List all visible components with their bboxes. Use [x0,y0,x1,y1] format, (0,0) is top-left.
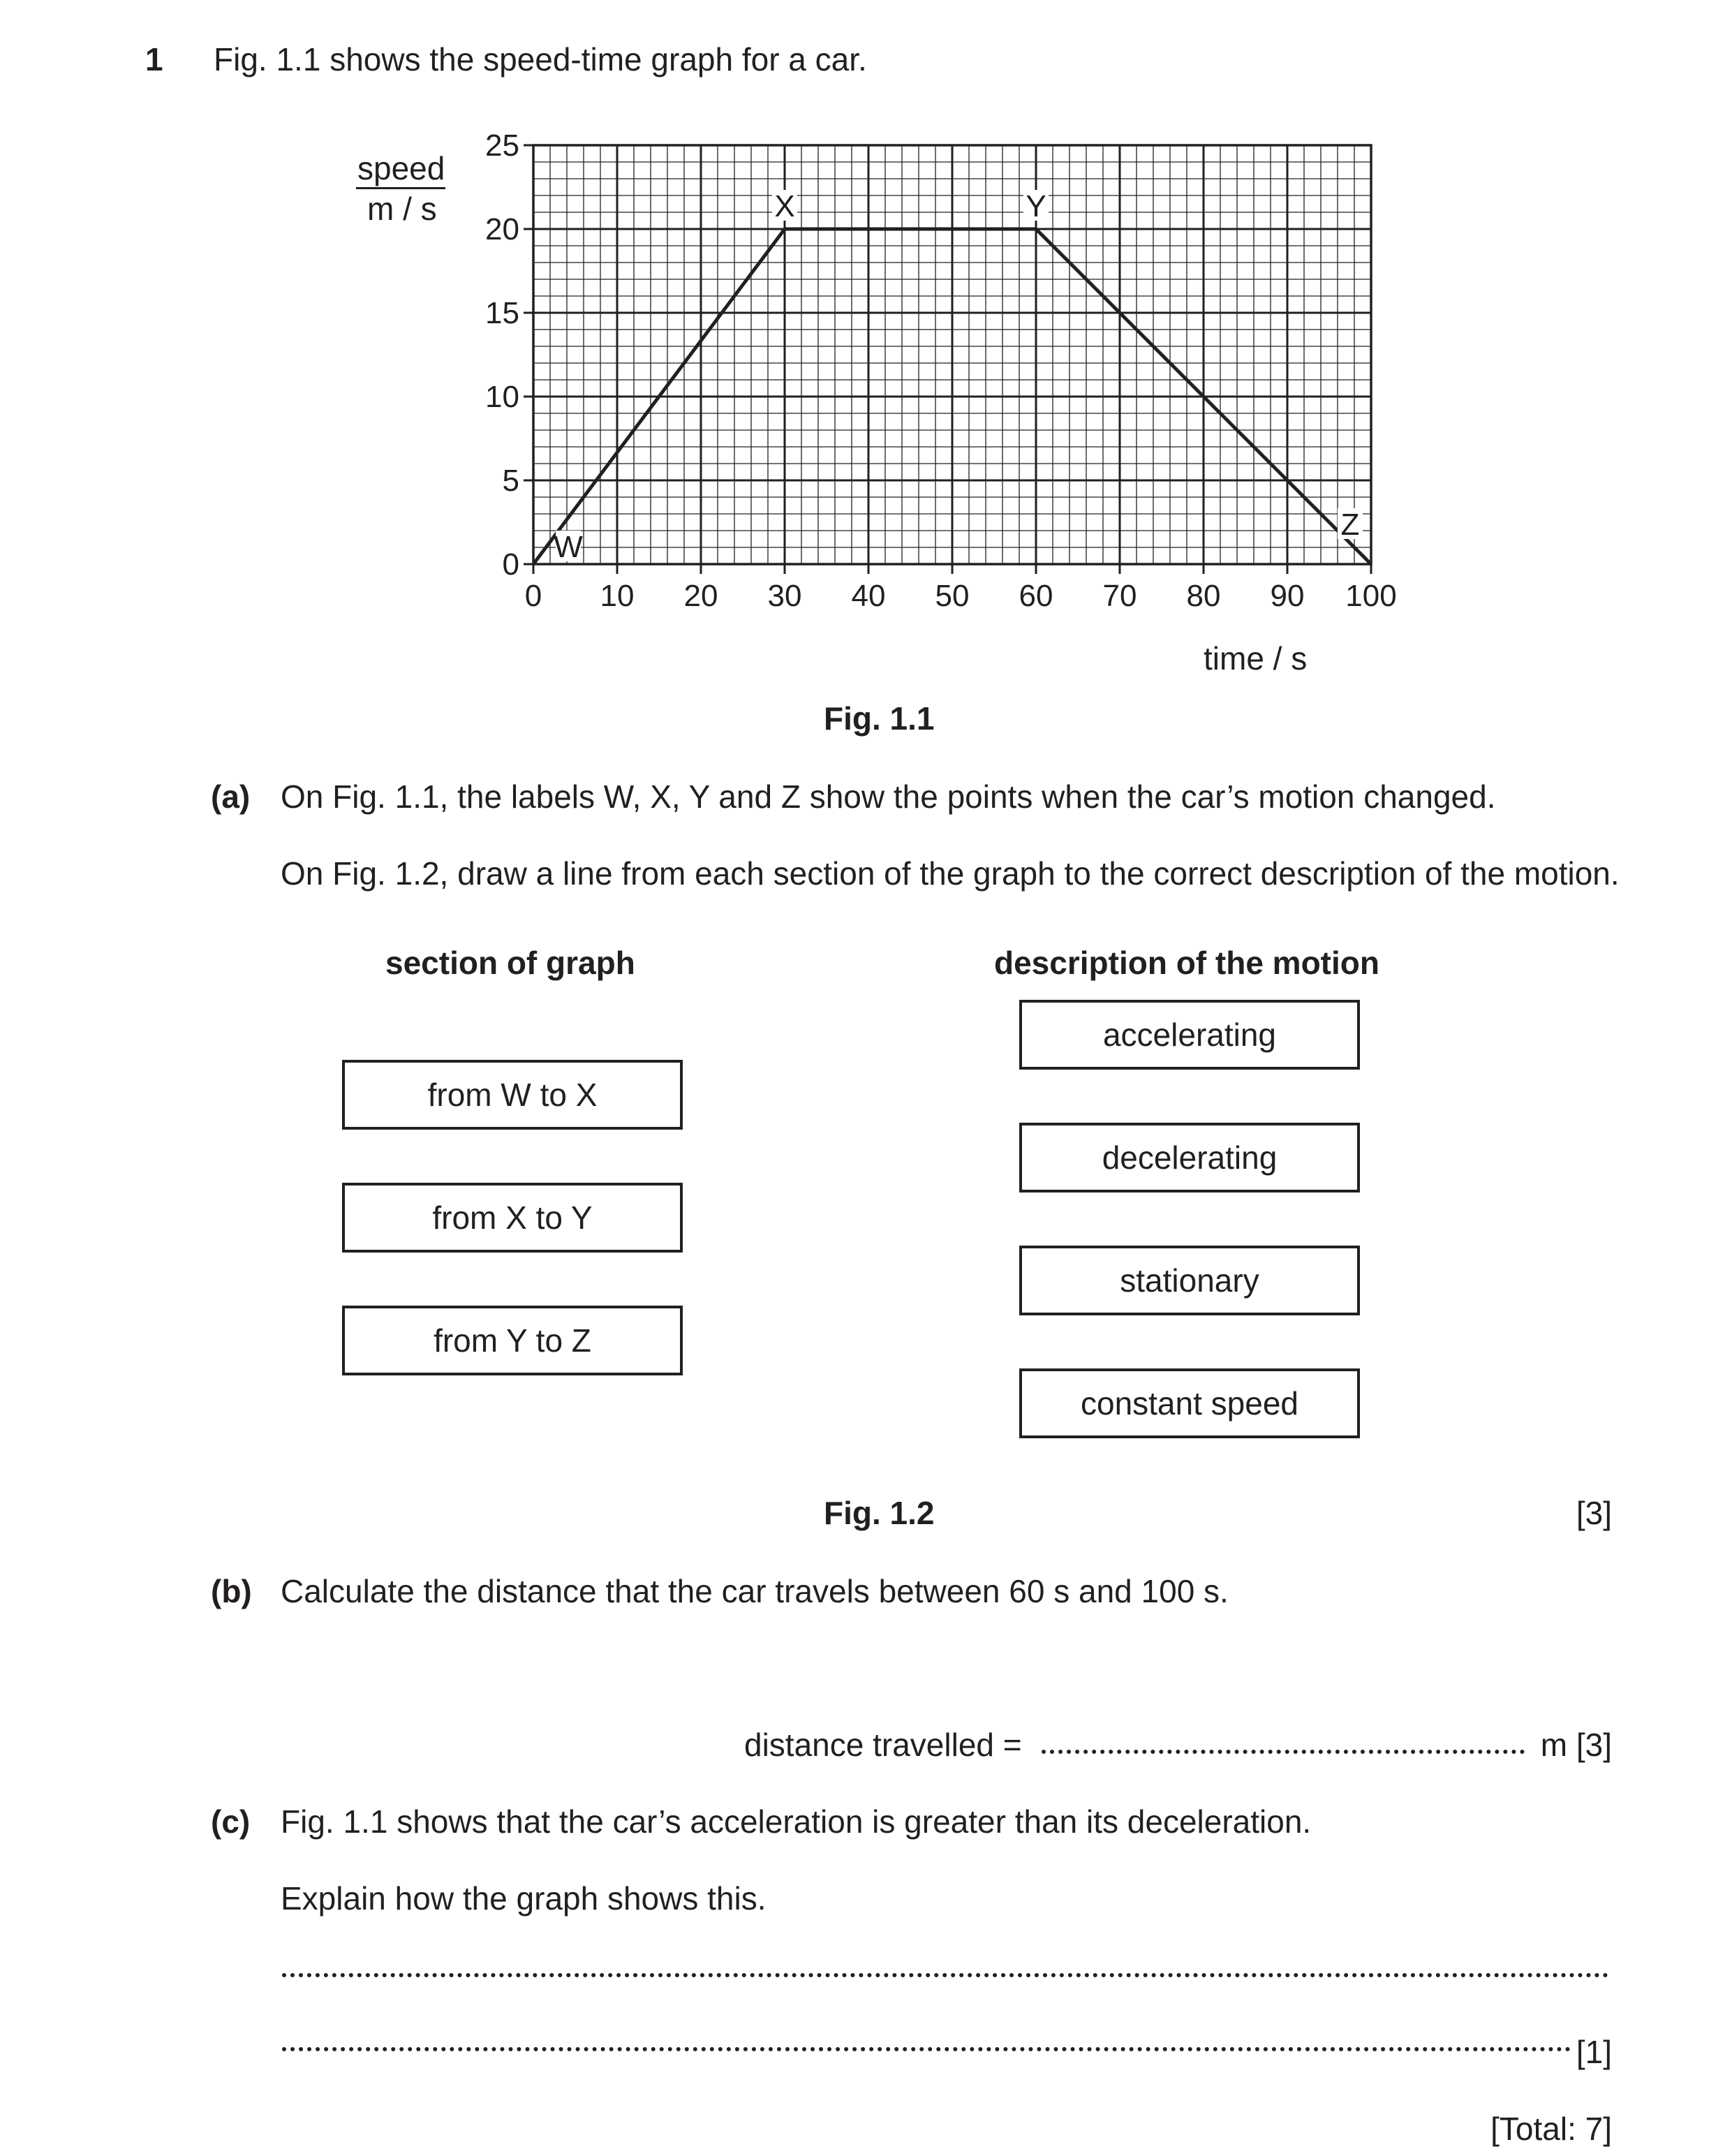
right-heading: description of the motion [994,945,1379,981]
figure-caption-1-1: Fig. 1.1 [824,700,935,737]
y-tick-label: 10 [485,380,519,414]
y-tick-label: 0 [502,547,519,582]
part-a-line1: On Fig. 1.1, the labels W, X, Y and Z show the points when the car’s motion changed. [281,778,1496,815]
part-c-line2: Explain how the graph shows this. [281,1880,767,1917]
explain-answer-line-2[interactable] [282,2047,1571,2051]
answer-suffix: m [3] [1540,1727,1612,1763]
part-a-label: (a) [211,778,251,815]
section-label: from W to X [427,1077,598,1113]
left-heading: section of graph [385,945,635,981]
y-axis-label-bottom: m / s [367,191,437,227]
description-box-constant-speed[interactable] [1019,1368,1360,1438]
speed-time-graph [0,0,1732,698]
part-c-label: (c) [211,1803,251,1840]
y-tick-label: 5 [502,464,519,498]
x-tick-label: 50 [935,579,970,613]
x-tick-label: 90 [1270,579,1305,613]
answer-prefix: distance travelled = [744,1727,1022,1763]
x-tick-label: 60 [1019,579,1053,613]
x-axis-label: time / s [1204,640,1308,677]
explain-answer-line-1[interactable] [282,1973,1608,1977]
axis-tick-labels [485,128,1397,613]
grid-major [533,145,1371,564]
description-label: constant speed [1080,1385,1298,1422]
description-box-accelerating[interactable] [1019,1000,1360,1070]
point-label-z: Z [1340,508,1360,542]
description-label: stationary [1120,1262,1259,1299]
x-tick-label: 80 [1186,579,1221,613]
part-c-line1: Fig. 1.1 shows that the car’s acceleration is greater than its deceleration. [281,1803,1312,1840]
description-label: decelerating [1102,1139,1278,1176]
section-box-w-to-x[interactable] [342,1060,683,1130]
part-b-label: (b) [211,1573,252,1609]
question-intro: Fig. 1.1 shows the speed-time graph for a car. [214,41,867,77]
x-tick-label: 40 [851,579,886,613]
x-tick-label: 70 [1102,579,1137,613]
question-number: 1 [145,41,163,77]
point-label-w: W [554,530,583,564]
part-a-line2: On Fig. 1.2, draw a line from each section of the graph to the correct description of the motion. [281,855,1620,892]
description-box-stationary[interactable] [1019,1246,1360,1315]
section-box-y-to-z[interactable] [342,1306,683,1375]
description-box-decelerating[interactable] [1019,1123,1360,1193]
x-tick-label: 0 [524,579,542,613]
x-tick-label: 30 [767,579,802,613]
figure-caption-1-2: Fig. 1.2 [824,1495,935,1531]
x-tick-label: 100 [1345,579,1397,613]
distance-answer-line[interactable] [1042,1750,1525,1754]
description-label: accelerating [1102,1017,1277,1053]
section-label: from X to Y [432,1199,593,1236]
section-box-x-to-y[interactable] [342,1183,683,1253]
total-marks: [Total: 7] [1490,2111,1612,2147]
point-label-y: Y [1026,189,1046,223]
y-axis-label-divider [356,187,445,189]
x-tick-label: 20 [683,579,718,613]
part-c-marks: [1] [1576,2034,1612,2070]
section-label: from Y to Z [434,1322,591,1359]
point-label-x: X [774,189,795,223]
x-tick-label: 10 [600,579,635,613]
part-a-marks: [3] [1576,1495,1612,1531]
y-axis-label-top: speed [357,150,445,186]
y-tick-label: 25 [485,128,519,163]
y-tick-label: 20 [485,212,519,246]
y-tick-label: 15 [485,296,519,330]
part-b-text: Calculate the distance that the car travels between 60 s and 100 s. [281,1573,1229,1609]
